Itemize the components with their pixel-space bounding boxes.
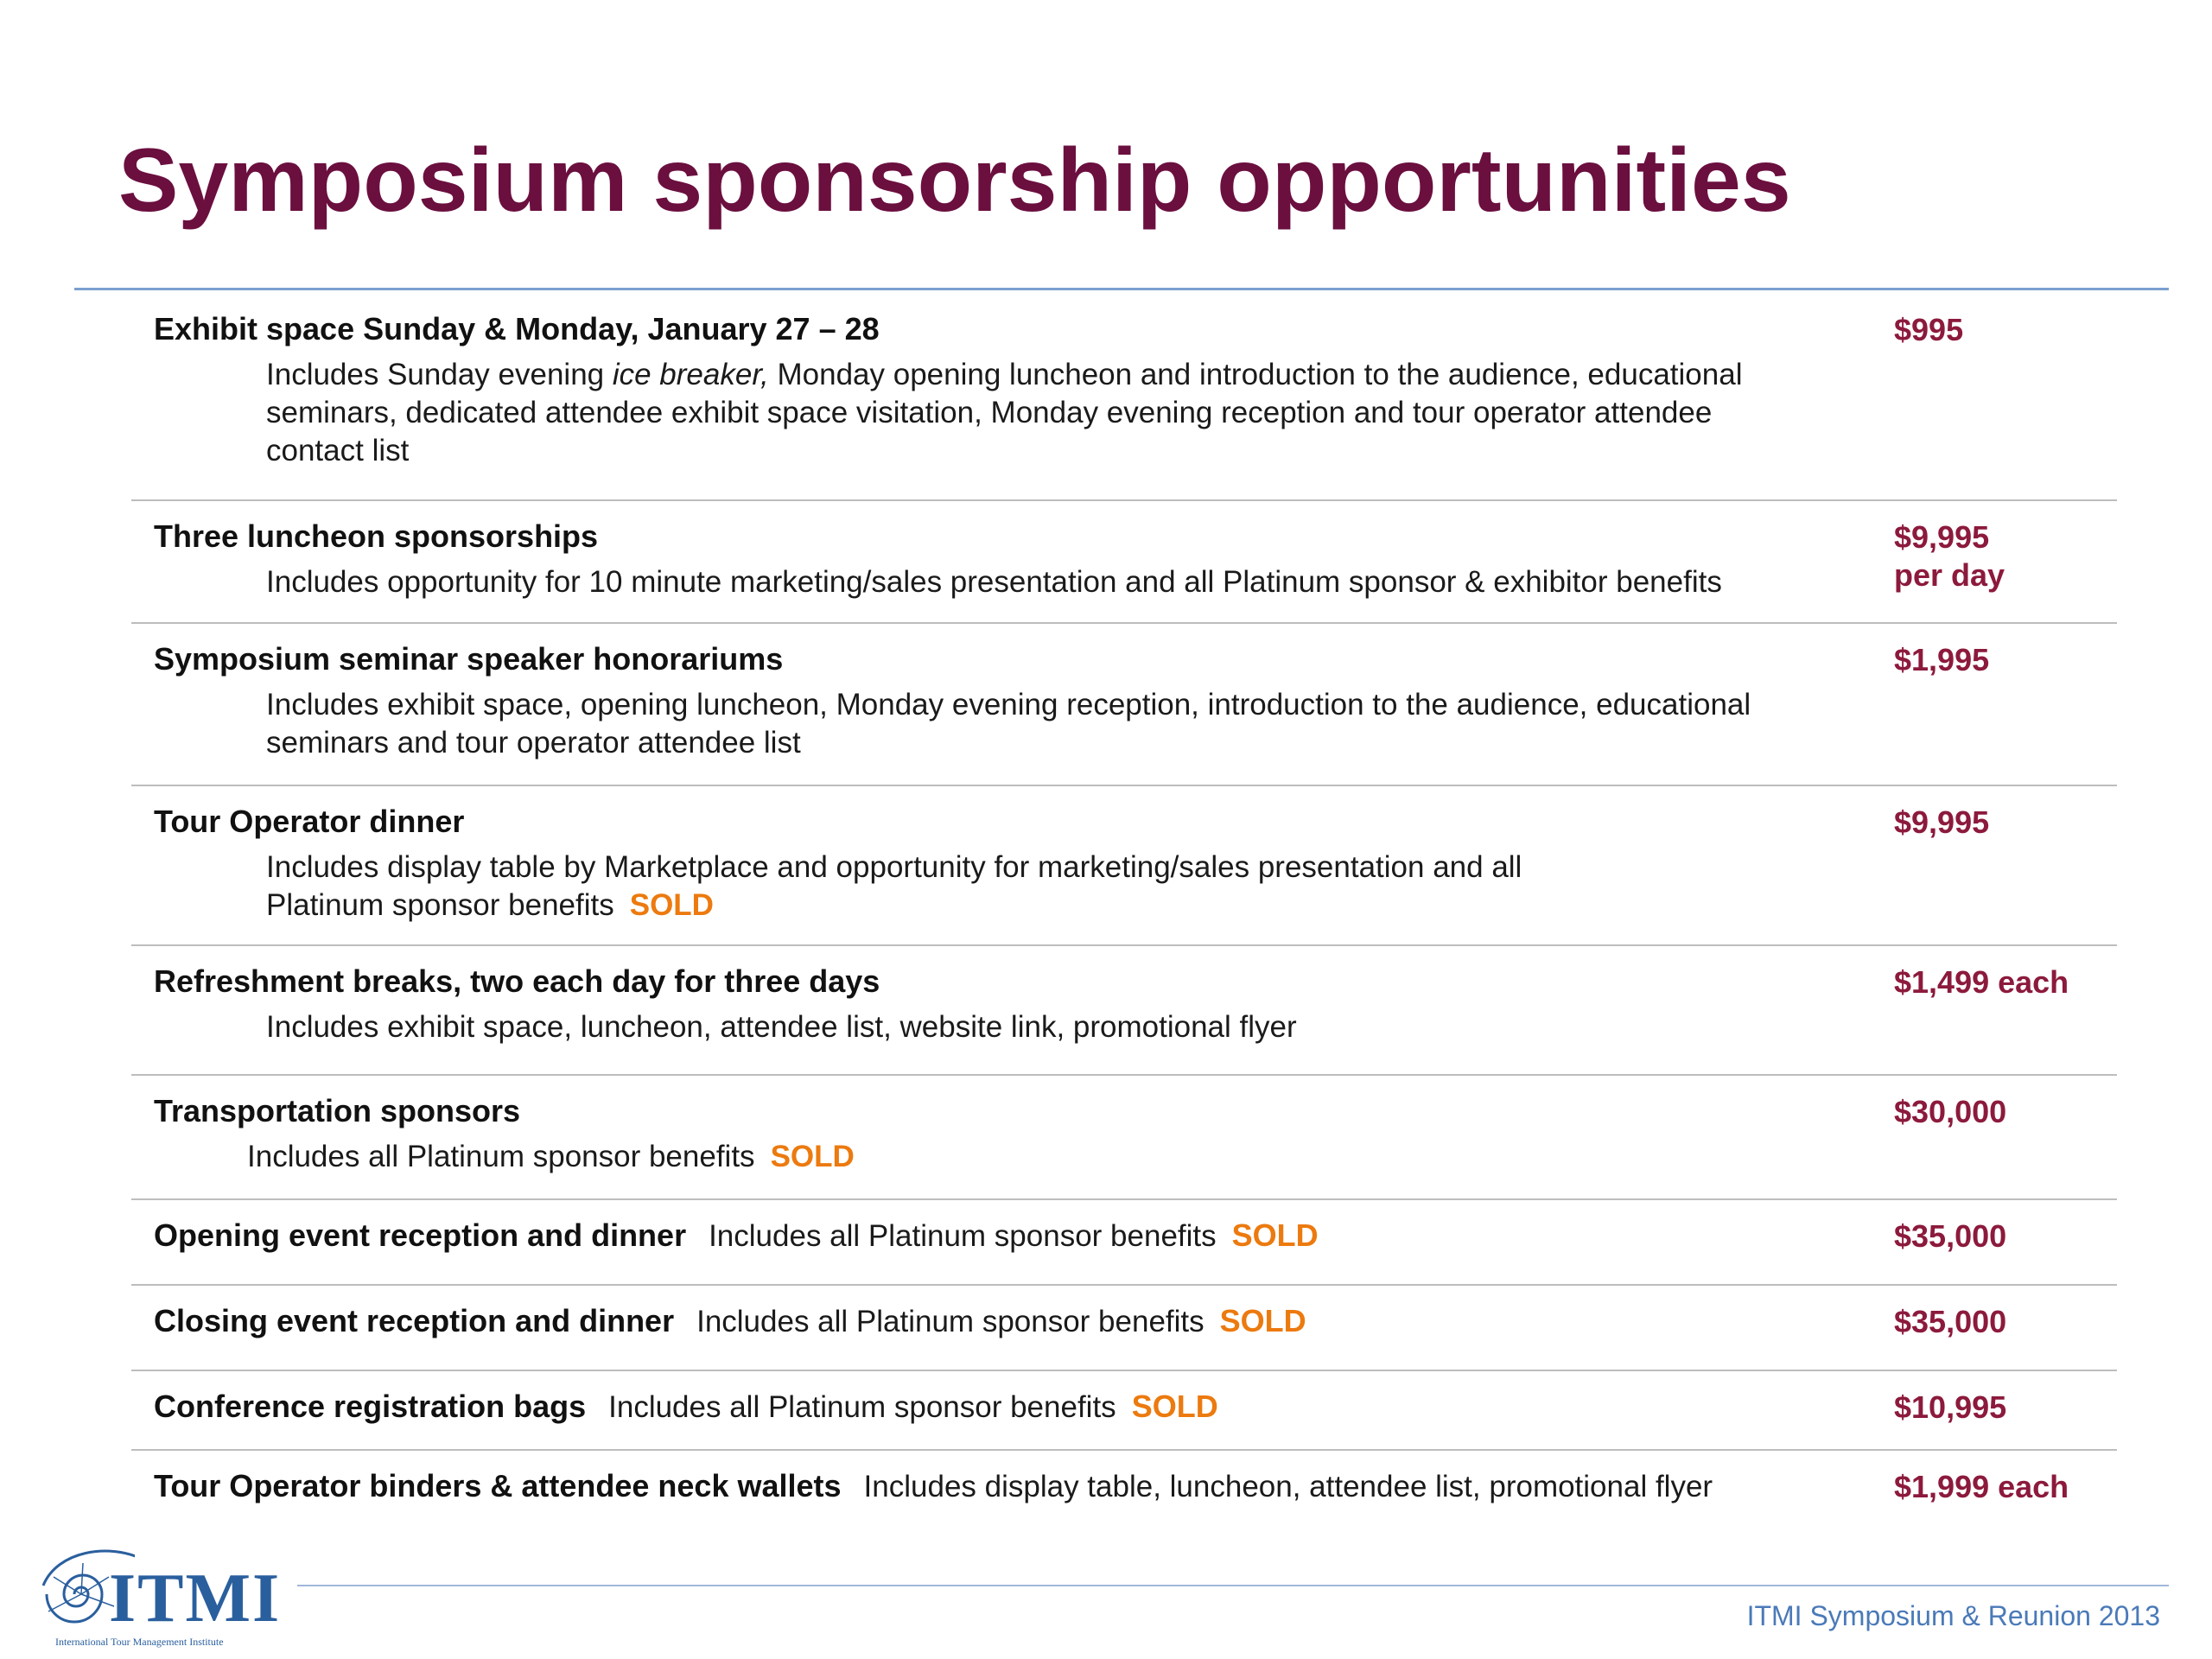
sponsorship-price bbox=[1894, 311, 1963, 349]
sponsorship-description: Includes all Platinum sponsor benefits bbox=[709, 1219, 1217, 1253]
sponsorship-name bbox=[154, 1303, 1306, 1339]
price-text: $995 bbox=[1894, 312, 1964, 347]
sponsorship-name: Transportation sponsors bbox=[154, 1093, 521, 1128]
price-text: $1,999 each bbox=[1894, 1469, 2069, 1504]
sponsorship-description bbox=[266, 686, 1934, 762]
itmi-logo bbox=[31, 1534, 290, 1655]
title-divider bbox=[74, 288, 2169, 290]
sponsorship-name-text: Conference registration bags bbox=[154, 1389, 587, 1424]
sponsorship-row bbox=[131, 1076, 2117, 1200]
price-text: per day bbox=[1894, 557, 2005, 593]
sold-badge: SOLD bbox=[629, 888, 714, 922]
sponsorship-price bbox=[1894, 1389, 2006, 1427]
price-text: $9,995 bbox=[1894, 804, 1990, 840]
sponsorship-name-text: Opening event reception and dinner bbox=[154, 1217, 687, 1253]
sponsorship-price bbox=[1894, 1303, 2006, 1341]
footer-divider bbox=[297, 1585, 2169, 1586]
sold-badge: SOLD bbox=[1219, 1303, 1306, 1338]
sponsorship-price bbox=[1894, 1217, 2006, 1255]
sponsorship-description: Includes display table, luncheon, attendee list, promotional flyer bbox=[863, 1470, 1713, 1503]
sponsorship-description bbox=[247, 1138, 1915, 1176]
sponsorship-name-text: Tour Operator binders & attendee neck wallets bbox=[154, 1468, 842, 1503]
sponsorship-description: Includes all Platinum sponsor benefits bbox=[608, 1390, 1116, 1424]
desc-text: Platinum sponsor benefits bbox=[266, 888, 614, 922]
sponsorship-description bbox=[266, 356, 1934, 470]
sponsorship-name: Symposium seminar speaker honorariums bbox=[154, 641, 784, 677]
price-text: $1,995 bbox=[1894, 642, 1990, 677]
price-text: $35,000 bbox=[1894, 1218, 2007, 1254]
price-text: $9,995 bbox=[1894, 519, 1990, 555]
sponsorship-name: Refreshment breaks, two each day for three days bbox=[154, 963, 880, 999]
sponsorship-name: Three luncheon sponsorships bbox=[154, 518, 599, 554]
desc-text: Monday opening luncheon and introduction to the audience, educational bbox=[768, 358, 1743, 391]
logo-subtitle: International Tour Management Institute bbox=[55, 1636, 224, 1648]
sponsorship-price bbox=[1894, 518, 2005, 594]
sponsorship-price bbox=[1894, 641, 1989, 679]
desc-text: Includes all Platinum sponsor benefits bbox=[247, 1140, 755, 1173]
sponsorship-description: Includes opportunity for 10 minute marketing/sales presentation and all Platinum sponsor & exhibitor benefits bbox=[266, 565, 1722, 599]
price-text: $35,000 bbox=[1894, 1304, 2007, 1339]
sponsorship-row bbox=[131, 624, 2117, 786]
sponsorship-row bbox=[131, 294, 2117, 501]
desc-text: Includes Sunday evening bbox=[266, 358, 613, 391]
sponsorship-name-text: Closing event reception and dinner bbox=[154, 1303, 675, 1338]
footer-caption: ITMI Symposium & Reunion 2013 bbox=[1746, 1600, 2160, 1631]
sponsorship-list bbox=[131, 294, 2117, 1529]
sponsorship-row bbox=[131, 786, 2117, 946]
sponsorship-description: Includes all Platinum sponsor benefits bbox=[696, 1305, 1205, 1338]
desc-text: Includes exhibit space, opening luncheon, Monday evening reception, introduction to the audience, educational bbox=[266, 688, 1751, 721]
sponsorship-name bbox=[154, 1389, 1218, 1425]
sponsorship-price bbox=[1894, 804, 1989, 842]
sold-badge: SOLD bbox=[770, 1140, 855, 1173]
desc-text: contact list bbox=[266, 434, 410, 467]
sponsorship-name bbox=[154, 1217, 1319, 1254]
sponsorship-name: Exhibit space Sunday & Monday, January 27 – 28 bbox=[154, 311, 880, 346]
sponsorship-name bbox=[154, 1468, 1713, 1504]
sold-badge: SOLD bbox=[1131, 1389, 1218, 1424]
desc-text: Includes display table by Marketplace and opportunity for marketing/sales presentation and all bbox=[266, 850, 1522, 884]
price-text: $1,499 each bbox=[1894, 964, 2069, 1000]
sponsorship-price bbox=[1894, 963, 2069, 1001]
sponsorship-description bbox=[266, 849, 1934, 925]
sponsorship-row bbox=[131, 946, 2117, 1076]
sponsorship-row bbox=[131, 1286, 2117, 1371]
sponsorship-price bbox=[1894, 1468, 2069, 1506]
sponsorship-row bbox=[131, 1371, 2117, 1451]
logo-wordmark: ITMI bbox=[109, 1560, 282, 1637]
price-text: $30,000 bbox=[1894, 1094, 2007, 1129]
sponsorship-row bbox=[131, 501, 2117, 624]
sponsorship-description: Includes exhibit space, luncheon, attendee list, website link, promotional flyer bbox=[266, 1010, 1297, 1044]
sponsorship-price bbox=[1894, 1093, 2006, 1131]
page-title: Symposium sponsorship opportunities bbox=[118, 130, 1791, 231]
desc-text: seminars and tour operator attendee list bbox=[266, 726, 801, 760]
sponsorship-name: Tour Operator dinner bbox=[154, 804, 465, 839]
desc-text: seminars, dedicated attendee exhibit space visitation, Monday evening reception and tour operator attendee bbox=[266, 396, 1713, 429]
sold-badge: SOLD bbox=[1231, 1217, 1319, 1253]
sponsorship-row bbox=[131, 1451, 2117, 1529]
price-text: $10,995 bbox=[1894, 1389, 2007, 1425]
sponsorship-row bbox=[131, 1200, 2117, 1286]
desc-emphasis: ice breaker, bbox=[612, 358, 769, 391]
